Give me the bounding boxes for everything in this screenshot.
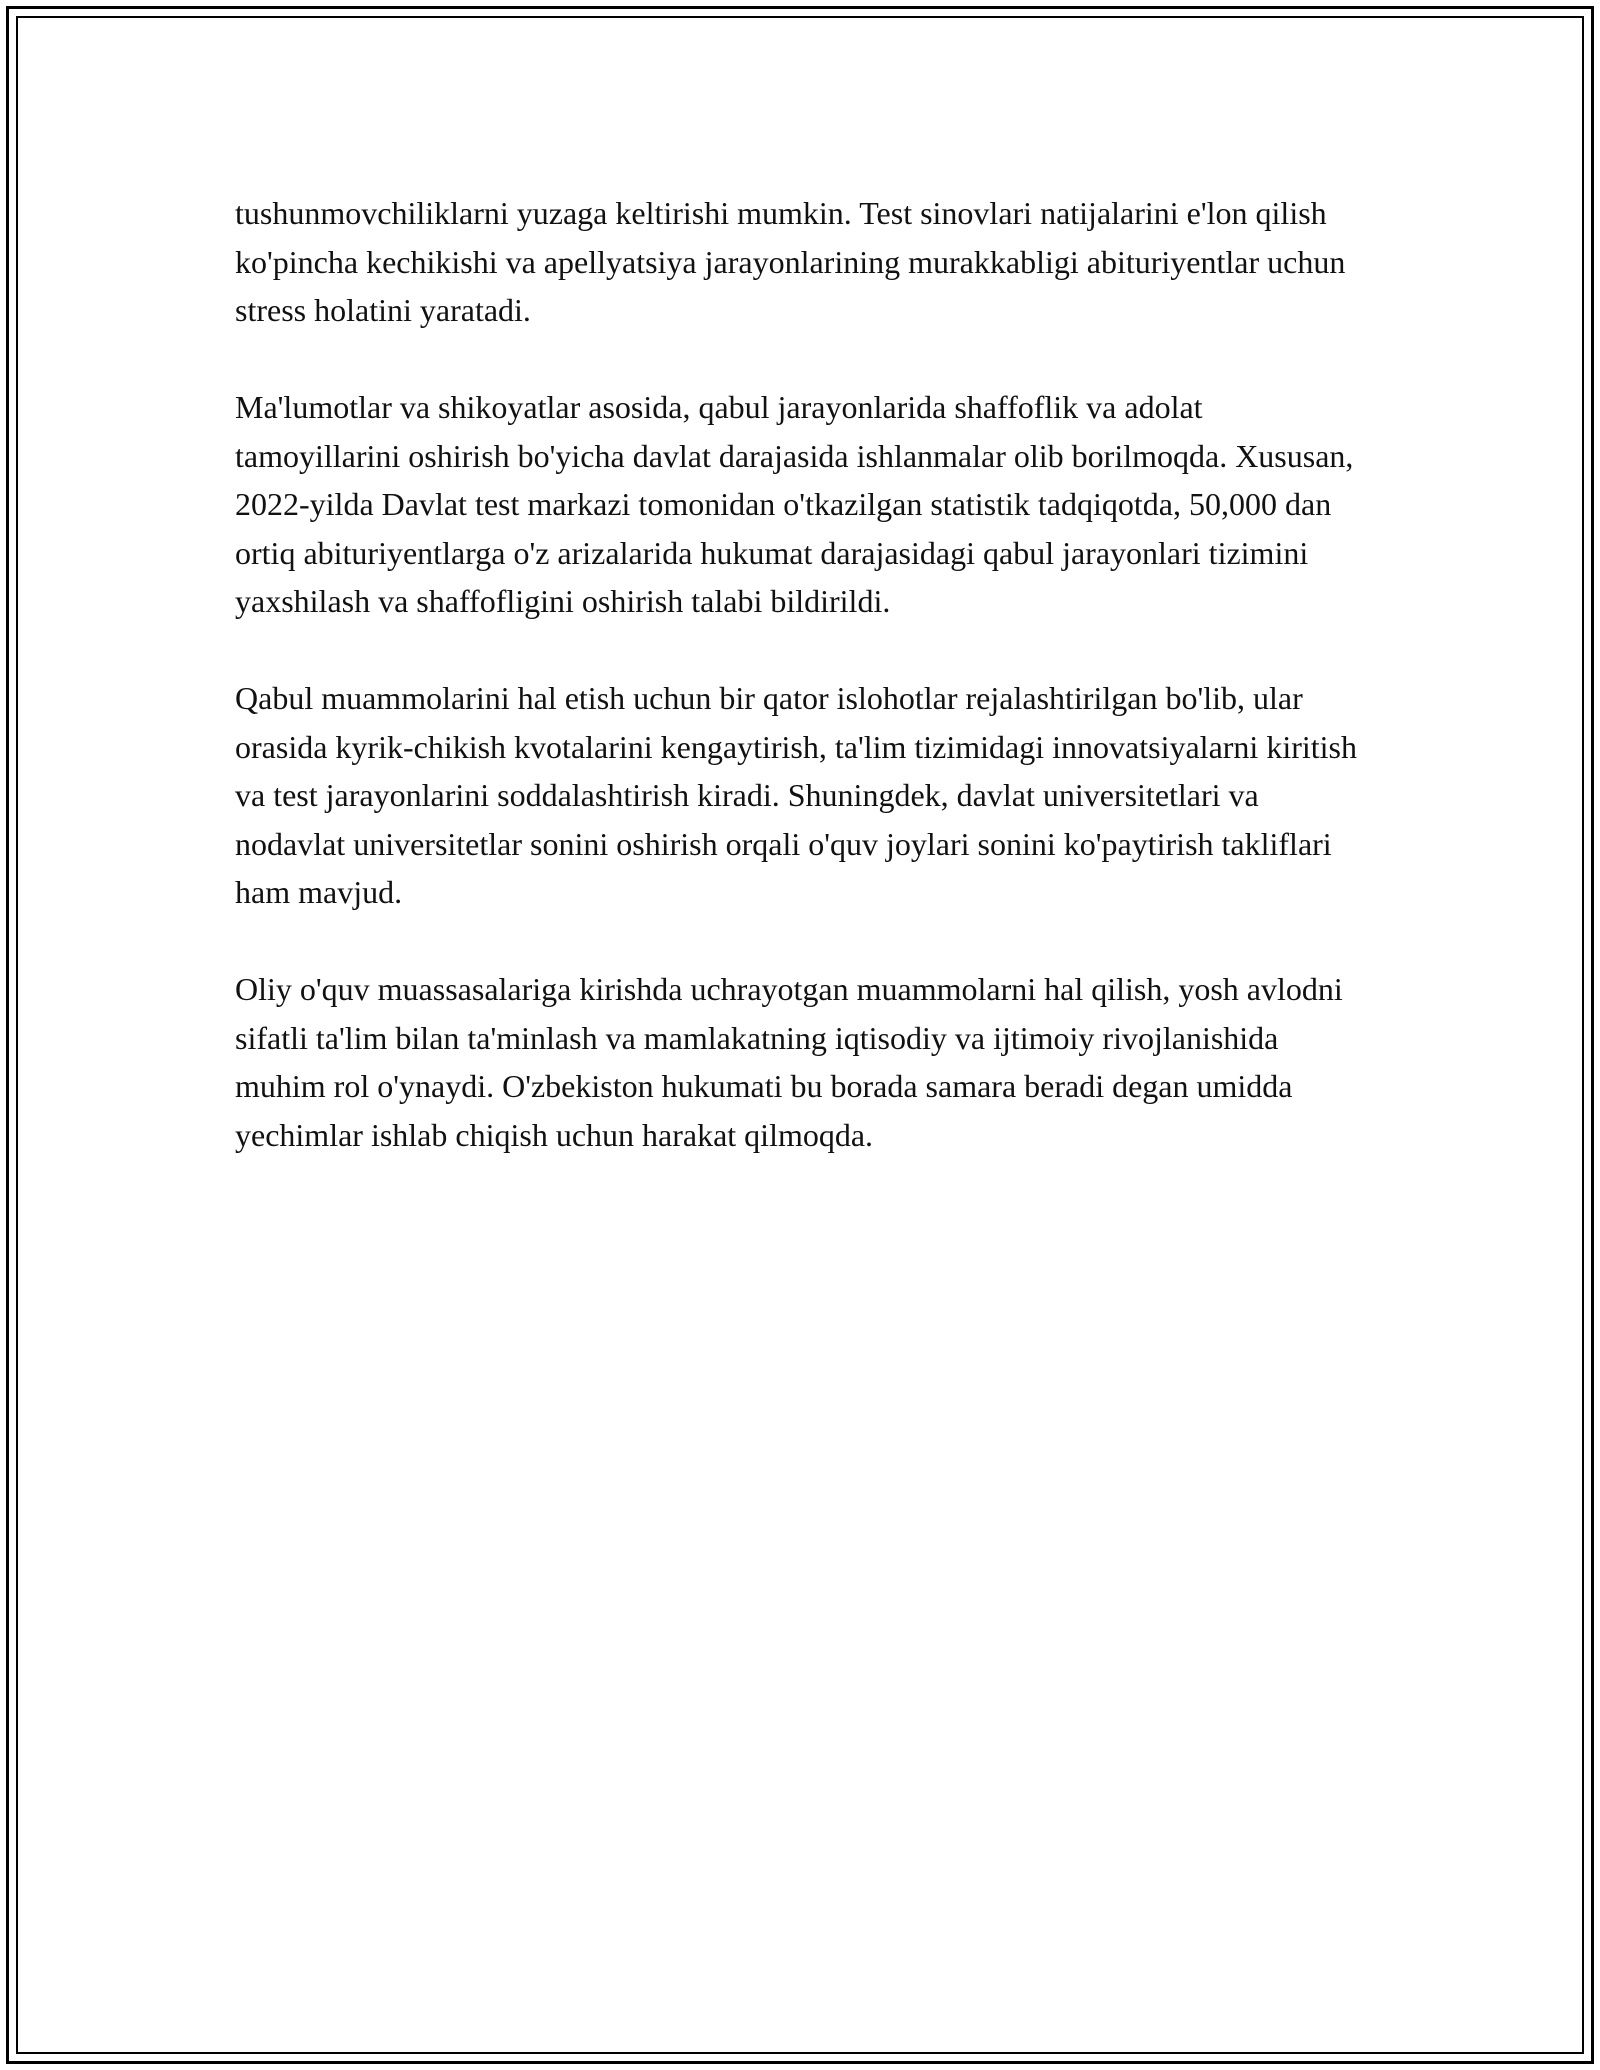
paragraph-4: Oliy o'quv muassasalariga kirishda uchrayotgan muammolarni hal qilish, yosh avlodni sifatli ta'lim bilan ta'minlash va mamlakatning iqtisodiy va ijtimoiy rivojlanishida muhim rol o'ynaydi. O'zbekiston hukumati bu borada samara beradi degan umidda yechimlar ishlab chiqish uchun harakat qilmoqda. bbox=[235, 971, 1343, 1153]
paragraph-1: tushunmovchiliklarni yuzaga keltirishi mumkin. Test sinovlari natijalarini e'lon qilish ko'pincha kechikishi va apellyatsiya jarayonlarining murakkabligi abituriyentlar uchun stress holatini yaratadi. bbox=[235, 195, 1346, 328]
paragraph-2: Ma'lumotlar va shikoyatlar asosida, qabul jarayonlarida shaffoflik va adolat tamoyillarini oshirish bo'yicha davlat darajasida ishlanmalar olib borilmoqda. Xususan, 2022-yilda Davlat test markazi tomonidan o'tkazilgan statistik tadqiqotda, 50,000 dan ortiq abituriyentlarga o'z arizalarida hukumat darajasidagi qabul jarayonlari tizimini yaxshilash va shaffofligini oshirish talabi bildirildi. bbox=[235, 389, 1354, 619]
document-body bbox=[235, 189, 1365, 1208]
paragraph-3: Qabul muammolarini hal etish uchun bir qator islohotlar rejalashtirilgan bo'lib, ular orasida kyrik-chikish kvotalarini kengaytirish, ta'lim tizimidagi innovatsiyalarni kiritish va test jarayonlarini soddalashtirish kiradi. Shuningdek, davlat universitetlari va nodavlat universitetlar sonini oshirish orqali o'quv joylari sonini ko'paytirish takliflari ham mavjud. bbox=[235, 680, 1357, 910]
